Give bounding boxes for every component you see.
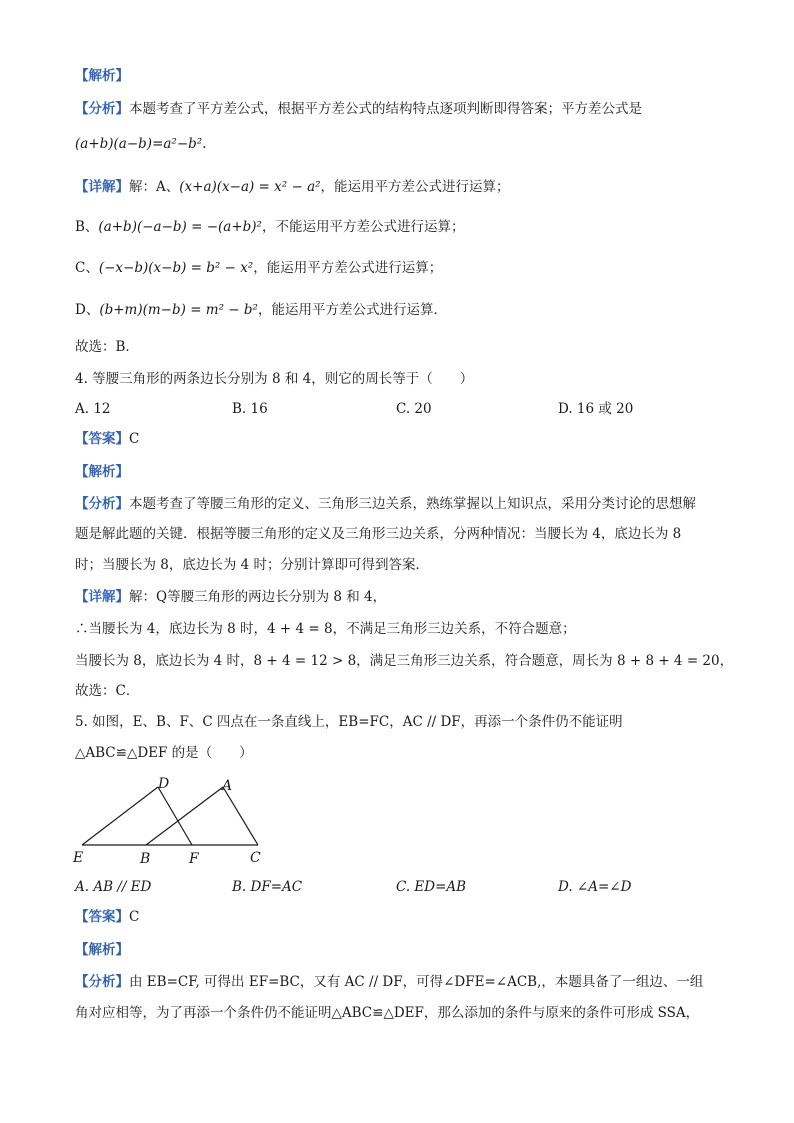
jiexi-label-3: 【解析】	[75, 942, 129, 958]
q3-detail-c: C、(−x−b)(x−b) = b² − x²，能运用平方差公式进行运算；	[75, 260, 443, 276]
q5-option-c: C. ED=AB	[396, 879, 467, 895]
label-a: A	[222, 778, 233, 794]
label-d: D	[158, 776, 170, 792]
q5-analysis-line2: 角对应相等，为了再添一个条件仍不能证明△ABC≌△DEF，那么添加的条件与原来的条件可形成 SSA，	[75, 1005, 700, 1021]
q4-stem: 4. 等腰三角形的两条边长分别为 8 和 4，则它的周长等于（ ）	[75, 371, 474, 387]
q3-detail-d: D、(b+m)(m−b) = m² − b²，能运用平方差公式进行运算．	[75, 302, 447, 318]
line-df	[158, 787, 192, 845]
q5-answer: 【答案】C	[75, 909, 140, 925]
q5-option-b: B. DF=AC	[232, 879, 303, 895]
q4-detail-line3: 当腰长为 8，底边长为 4 时，8 + 4 = 12 > 8，满足三角形三边关系，符合题意，周长为 8 + 8 + 4 = 20，	[75, 653, 734, 669]
q4-analysis-line1: 【分析】本题考查了等腰三角形的定义、三角形三边关系，熟练掌握以上知识点，采用分类讨论的思想解	[75, 496, 696, 512]
q5-stem-line1: 5. 如图，E、B、F、C 四点在一条直线上，EB=FC，AC // DF，再添一个条件仍不能证明	[75, 714, 623, 730]
label-f: F	[189, 851, 199, 867]
jiexi-label-2: 【解析】	[75, 464, 129, 480]
q4-answer: 【答案】C	[75, 431, 140, 447]
label-c: C	[250, 850, 261, 866]
q3-choice: 故选：B．	[75, 339, 139, 355]
jiexi-label-1: 【解析】	[75, 68, 129, 84]
q4-option-d: D. 16 或 20	[558, 401, 634, 417]
q5-option-d: D. ∠A=∠D	[558, 879, 632, 895]
line-ed	[82, 787, 158, 845]
q4-analysis-line2: 题是解此题的关键．根据等腰三角形的定义及三角形三边关系，分两种情况：当腰长为 4，底边长为 8	[75, 526, 682, 542]
q4-option-b: B. 16	[232, 401, 268, 417]
q3-analysis-line1: 【分析】本题考查了平方差公式，根据平方差公式的结构特点逐项判断即得答案；平方差公式是	[75, 101, 642, 117]
q3-detail-a: 【详解】解：A、(x+a)(x−a) = x² − a²，能运用平方差公式进行运算；	[75, 179, 510, 195]
q4-choice: 故选：C．	[75, 683, 140, 699]
label-b: B	[140, 851, 151, 867]
q4-option-c: C. 20	[396, 401, 432, 417]
line-ac	[223, 787, 258, 845]
q4-detail-line1: 【详解】解：Q等腰三角形的两边长分别为 8 和 4，	[75, 589, 387, 605]
q5-option-a: A. AB // ED	[75, 879, 152, 895]
q5-stem-line2: △ABC≌△DEF 的是（ ）	[75, 745, 253, 761]
q4-option-a: A. 12	[75, 401, 111, 417]
q4-analysis-line3: 时；当腰长为 8，底边长为 4 时；分别计算即可得到答案．	[75, 557, 430, 573]
line-ba	[146, 787, 223, 845]
q5-geometry-figure	[70, 770, 270, 870]
q3-detail-b: B、(a+b)(−a−b) = −(a+b)²，不能运用平方差公式进行运算；	[75, 219, 465, 235]
q4-detail-line2: ∴当腰长为 4，底边长为 8 时，4 + 4 = 8，不满足三角形三边关系，不符合题意；	[75, 621, 576, 637]
q5-analysis-line1: 【分析】由 EB=CF, 可得出 EF=BC，又有 AC // DF，可得∠DFE=∠ACB,，本题具备了一组边、一组	[75, 974, 704, 990]
q3-analysis-formula: (a+b)(a−b)=a²−b².	[75, 136, 207, 152]
label-e: E	[73, 850, 84, 866]
